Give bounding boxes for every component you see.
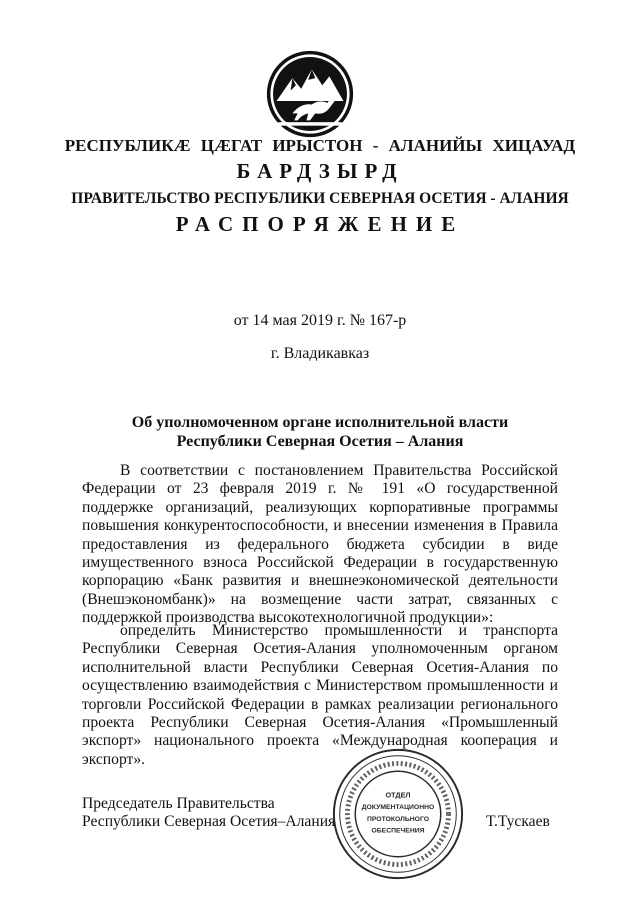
body-section-1 [82,462,558,628]
header-ossetian-order: БАРДЗЫРД [236,159,404,183]
body-paragraph-2: определить Министерство промышленности и транспорта Республики Северная Осетия-Алания уполномоченным органом исполнительной власти Республики Северная Осетия-Алания по осуществлению взаимодействия с Министерством промышленности и торговли Российской Федерации в рамках реализации регионального проекта Республики Северная Осетия-Алания «Промышленный экспорт» национального проекта «Международная кооперация и экспорт». [82,622,558,768]
document-city: г. Владикавказ [270,345,370,362]
title-line-2: Республики Северная Осетия – Алания [176,433,464,450]
signer-position-line-2: Республики Северная Осетия–Алания [82,813,336,831]
signer-position-line-1: Председатель Правительства [82,795,275,812]
stamp-line-3: ПРОТОКОЛЬНОГО [366,815,430,823]
coat-of-arms-emblem [266,50,354,138]
signer-name: Т.Тускаев [486,813,550,830]
header-government-name: ПРАВИТЕЛЬСТВО РЕСПУБЛИКИ СЕВЕРНАЯ ОСЕТИЯ - АЛАНИЯ [71,190,569,207]
document-title [0,413,640,451]
body-section-2 [82,622,558,769]
official-seal-stamp [330,746,466,882]
document-type-heading: РАСПОРЯЖЕНИЕ [175,212,465,236]
signer-position [82,795,335,832]
header-ossetian-government: РЕСПУБЛИКÆ ЦÆГАТ ИРЫСТОН - АЛАНИЙЫ ХИЦАУАД [64,136,576,155]
stamp-line-1: ОТДЕЛ [385,790,411,800]
body-paragraph-1: В соответствии с постановлением Правительства Российской Федерации от 23 февраля 2019 г. № 191 «О государственной поддержке организаций, реализующих корпоративные программы повышения конкурентоспособности, и внесении изменения в Правила предоставления из федерального бюджета субсидии в виде имущественного взноса Российской Федерации в государственную корпорацию «Банк развития и внешнеэкономической деятельности (Внешэкономбанк)» на возмещение части затрат, связанных с поддержкой производства высокотехнологичной продукции»: [82,462,558,627]
stamp-line-2: ДОКУМЕНТАЦИОННО [361,804,435,812]
stamp-line-4: ОБЕСПЕЧЕНИЯ [371,827,425,835]
document-date-number: от 14 мая 2019 г. № 167-р [233,312,407,329]
title-line-1: Об уполномоченном органе исполнительной власти [131,414,509,431]
